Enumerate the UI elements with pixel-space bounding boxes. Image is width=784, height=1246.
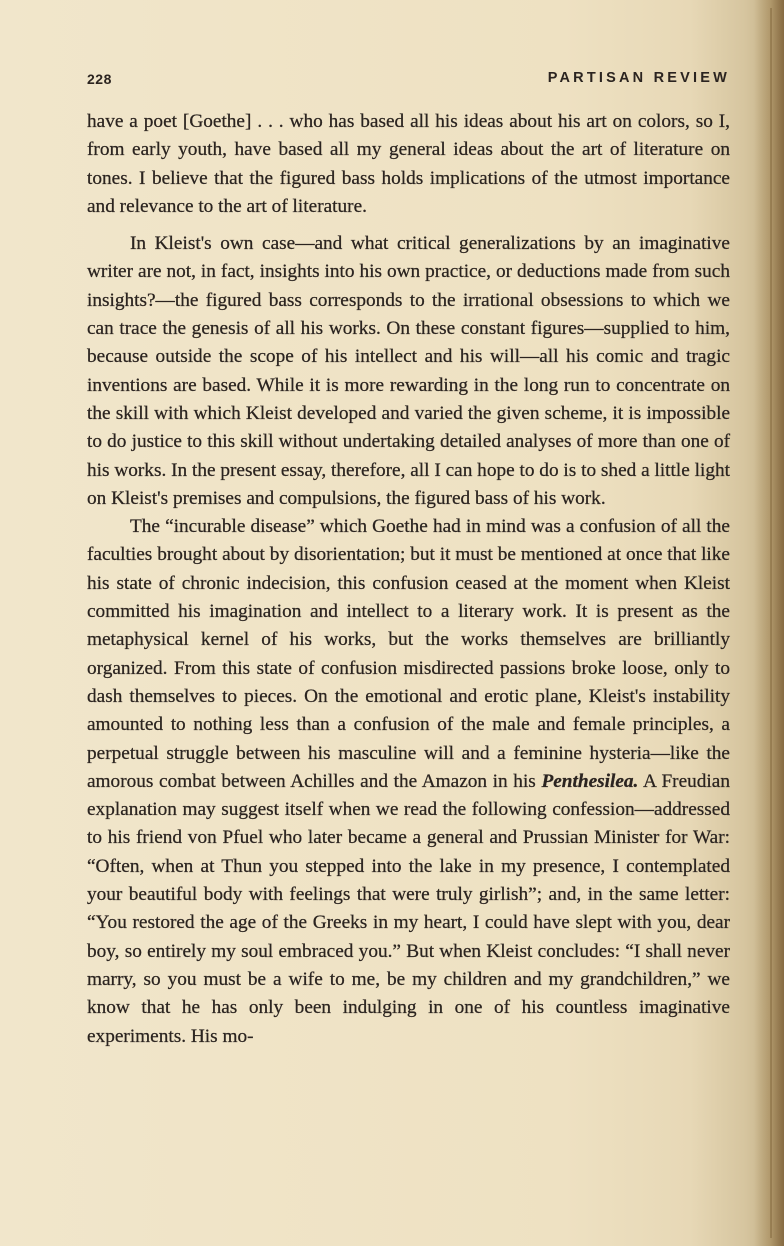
- running-head: PARTISAN REVIEW: [547, 70, 730, 86]
- page-edge-shadow: [754, 0, 784, 1246]
- paragraph-2: In Kleist's own case—and what critical generalizations by an imaginative writer are not, in fact, insights into his own practice, or deductions made from such insights?—the figured bass corresponds to the irrational obsessions to which we can trace the genesis of all his works. On these constant figures—supplied to him, because outside the scope of his intellect and his will—all his comic and tragic inventions are based. While it is more rewarding in the long run to concentrate on the skill with which Kleist developed and varied the given scheme, it is impossible to do justice to this skill without undertaking detailed analyses of more than one of his works. In the present essay, therefore, all I can hope to do is to shed a little light on Kleist's premises and compulsions, the figured bass of his work.: [87, 233, 730, 509]
- page-header: [87, 67, 730, 95]
- paragraph-3: [87, 513, 730, 1051]
- paragraph-3-text-before-title: The “incurable disease” which Goethe had in mind was a confusion of all the faculties brought about by disorientation; but it must be mentioned at once that like his state of chronic indecision, this confusion ceased at the moment when Kleist committed his imagination and intellect to a literary work. It is present as the metaphysical kernel of his works, but the works themselves are brilliantly organized. From this state of confusion misdirected passions broke loose, only to dash themselves to pieces. On the emotional and erotic plane, Kleist's instability amounted to nothing less than a confusion of the male and female principles, a perpetual struggle between his masculine will and a feminine hysteria—like the amorous combat between Achilles and the Amazon in his: [87, 516, 730, 792]
- page-number: 228: [87, 71, 112, 87]
- paragraph-3-text-after-title: A Freudian explanation may suggest itself when we read the following confession—addressed to his friend von Pfuel who later became a general and Prussian Minister for War: “Often, when at Thun you stepped into the lake in my presence, I contemplated your beautiful body with feelings that were truly girlish”; and, in the same letter: “You restored the age of the Greeks in my heart, I could have slept with you, dear boy, so entirely my soul embraced you.” But when Kleist concludes: “I shall never marry, so you must be a wife to me, be my children and my grandchildren,” we know that he has only been indulging in one of his countless imaginative experiments. His mo-: [87, 770, 730, 1047]
- body-text: [87, 108, 730, 1051]
- page-gutter-line: [770, 8, 772, 1238]
- work-title-penthesilea: Penthesilea.: [541, 770, 639, 792]
- paragraph-1: have a poet [Goethe] . . . who has based all his ideas about his art on colors, so I, from early youth, have based all my general ideas about the art of literature on tones. I believe that the figured bass holds implications of the utmost importance and relevance to the art of literature.: [87, 111, 730, 217]
